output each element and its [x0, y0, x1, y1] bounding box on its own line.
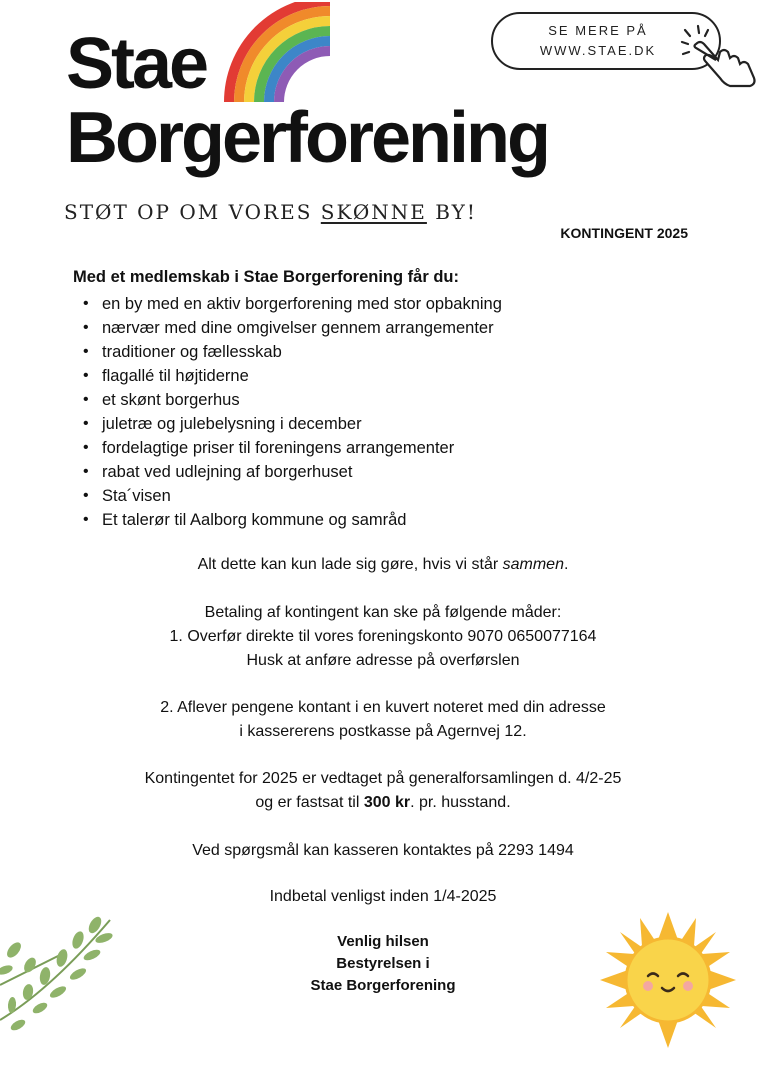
questions-text: Ved spørgsmål kan kasseren kontaktes på 2293 1494 [192, 842, 574, 859]
deadline-text: Indbetal venligst inden 1/4-2025 [269, 888, 497, 905]
payment-option2-line1: 2. Aflever pengene kontant i en kuvert noteret med din adresse [160, 699, 606, 716]
together-italic: sammen [502, 556, 564, 573]
together-before: Alt dette kan kun lade sig gøre, hvis vi står [197, 556, 503, 573]
sun-icon [598, 910, 738, 1050]
list-item: • nærvær med dine omgivelser gennem arrangementer [80, 316, 502, 340]
list-item: • Et talerør til Aalborg kommune og samråd [80, 508, 502, 532]
fee-line2 [0, 791, 766, 815]
list-item: • flagallé til højtiderne [80, 364, 502, 388]
payment-option1-line1: 1. Overfør direkte til vores foreningskonto 9070 0650077164 [169, 628, 597, 645]
fee-amount: 300 kr [363, 794, 411, 811]
list-item: • et skønt borgerhus [80, 388, 502, 412]
fee-before: og er fastsat til [255, 794, 364, 811]
tagline [64, 200, 477, 224]
signature-line1: Venlig hilsen [337, 933, 429, 950]
signature-line3: Stae Borgerforening [310, 977, 456, 994]
leaves-icon [0, 910, 130, 1040]
payment-option1-line2: Husk at anføre adresse på overførslen [246, 652, 520, 669]
list-item: • en by med en aktiv borgerforening med stor opbakning [80, 292, 502, 316]
title-borgerforening: Borgerforening [66, 98, 549, 178]
list-item: • juletræ og julebelysning i december [80, 412, 502, 436]
tagline-before: STØT OP OM VORES [64, 200, 321, 224]
list-item: • fordelagtige priser til foreningens arrangementer [80, 436, 502, 460]
signature-line2: Bestyrelsen i [336, 955, 430, 972]
fee-line1: Kontingentet for 2025 er vedtaget på generalforsamlingen d. 4/2-25 [144, 770, 622, 787]
together-text [0, 553, 766, 577]
list-item: • rabat ved udlejning af borgerhuset [80, 460, 502, 484]
website-link-line1: SE MERE PÅ [548, 23, 648, 38]
hand-pointer-icon [672, 22, 762, 88]
rainbow-icon [224, 2, 330, 102]
tagline-underlined: SKØNNE [320, 200, 427, 224]
list-item: • traditioner og fællesskab [80, 340, 502, 364]
fee-after: . pr. husstand. [410, 794, 511, 811]
payment-intro: Betaling af kontingent kan ske på følgende måder: [204, 604, 562, 621]
list-item: • Sta´visen [80, 484, 502, 508]
tagline-after: BY! [426, 200, 477, 224]
together-after: . [563, 556, 569, 573]
payment-option2-line2: i kassererens postkasse på Agernvej 12. [239, 723, 527, 740]
benefits-list [80, 292, 502, 532]
kontingent-label: KONTINGENT 2025 [560, 225, 688, 241]
title-stae: Stae [66, 24, 207, 104]
website-link-url[interactable]: WWW.STAE.DK [539, 43, 657, 58]
benefits-intro: Med et medlemskab i Stae Borgerforening får du: [73, 268, 459, 286]
